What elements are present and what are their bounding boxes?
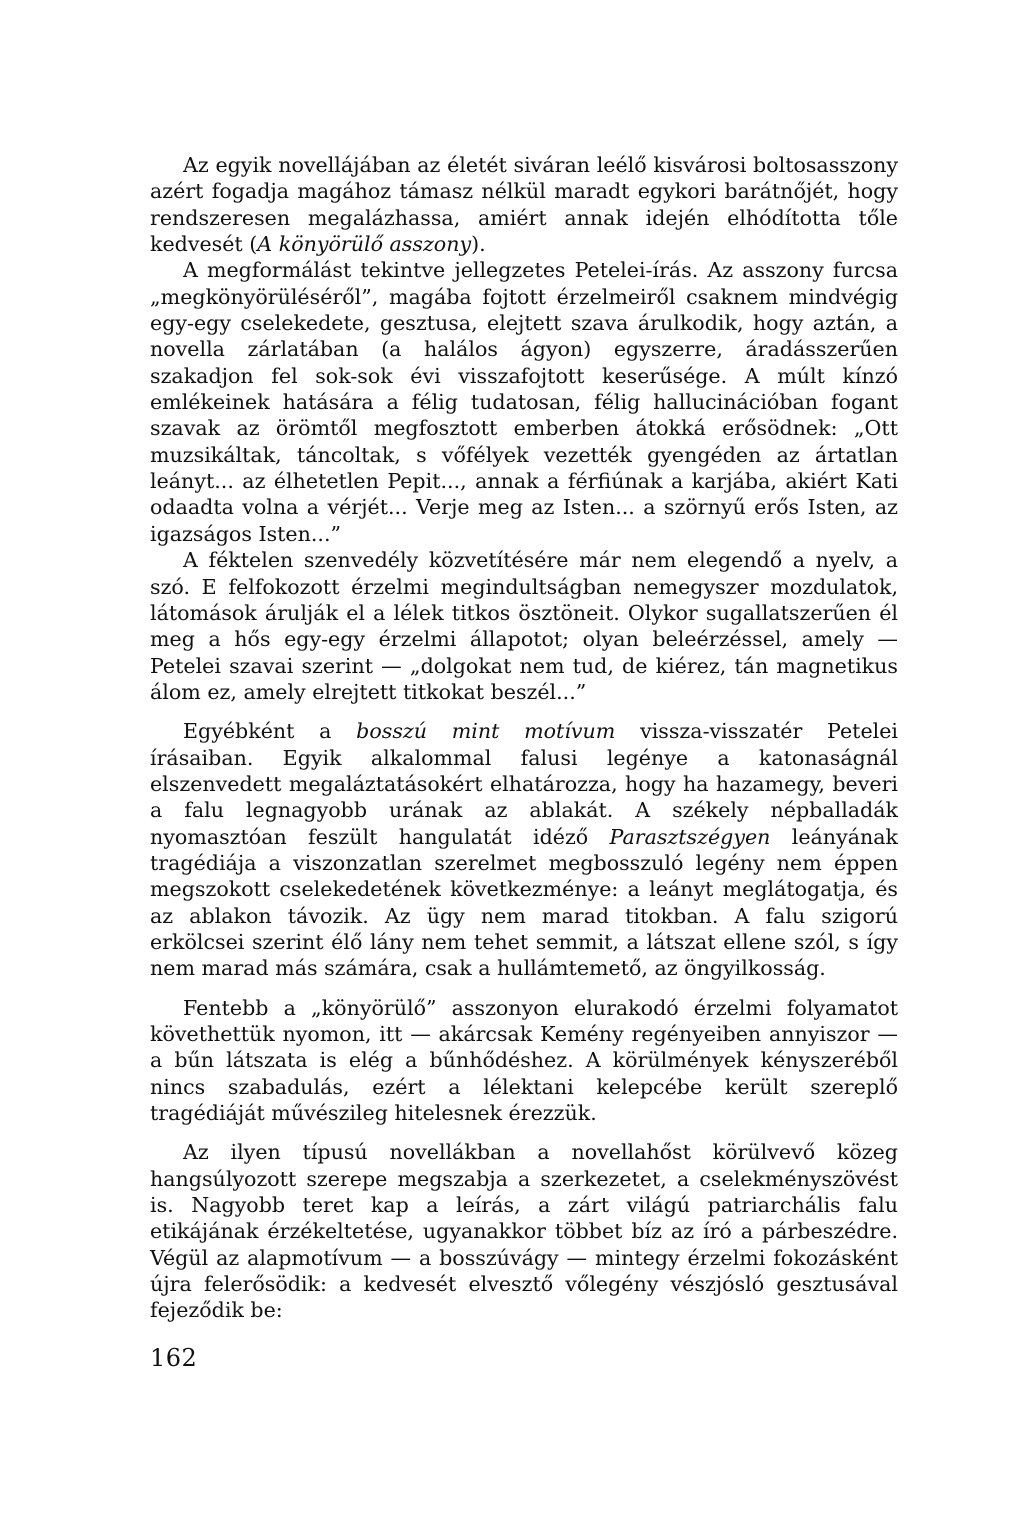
paragraph-5 <box>150 995 898 1127</box>
paragraph-text: Az ilyen típusú novellákban a novellahőst körülvevő közeg hangsúlyozott szerepe megszabja a szerkezetet, a cselekményszövést is. Nagyobb teret kap a leírás, a zárt világú patriarchális falu etikájának érzékeltetése, ugyanakkor többet bíz az író a párbeszédre. Végül az alapmotívum — a bosszúvágy — mintegy érzelmi fokozásként újra felerősödik: a kedvesét elvesztő vőlegény vészjósló gesztusával fejeződik be: <box>150 1140 898 1323</box>
page-number: 162 <box>150 1344 198 1372</box>
paragraph-text: Fentebb a „könyörülő” asszonyon elurakodó érzelmi folyamatot követhettük nyomon, itt — akárcsak Kemény regényeiben annyiszor — a bűn látszata is elég a bűnhődéshez. A körülmények kényszeréből nincs szabadulás, ezért a lélektani kelepcébe került szereplő tragédiáját művészileg hitelesnek érezzük. <box>150 995 898 1126</box>
paragraph-text: A féktelen szenvedély közvetítésére már nem elegendő a nyelv, a szó. E felfokozott érzelmi megindultságban nemegyszer mozdulatok, látomások árulják el a lélek titkos ösztöneit. Olykor sugallatszerűen él meg a hős egy-egy érzelmi állapotot; olyan beleérzéssel, amely — Petelei szavai szerint — „dolgokat nem tud, de kiérez, tán magnetikus álom ez, amely elrejtett titkokat beszél...” <box>150 548 898 704</box>
paragraph-1 <box>150 152 898 257</box>
book-title-italic: A könyörülő asszony <box>257 232 472 257</box>
emphasis-italic: bosszú mint motívum <box>356 719 616 744</box>
paragraph-text: Az egyik novellájában az életét siváran leélő kisvárosi boltosasszony azért fogadja magához támasz nélkül maradt egykori barátnőjét, hogy rendszeresen megalázhassa, amiért annak idején elhódította tőle kedvesét ( <box>150 153 898 257</box>
paragraph-4 <box>150 718 898 981</box>
paragraph-text: vissza-visszatér Petelei írásaiban. Egyik alkalommal falusi legénye a katonaságnál elszenvedett megaláztatásokért elhatározza, hogy ha hazamegy, beveri a falu legnagyobb urának az ablakát. A székely népballadák nyomasztóan feszült hangulatát idéző <box>150 719 898 849</box>
paragraph-2 <box>150 257 898 547</box>
paragraph-text: Egyébként a <box>183 719 357 744</box>
book-title-italic: Parasztszégyen <box>609 824 771 849</box>
paragraph-text: A megformálást tekintve jellegzetes Petelei-írás. Az asszony furcsa „megkönyörüléséről”, magába fojtott érzelmeiről csaknem mindvégig egy-egy cselekedete, gesztusa, elejtett szava árulkodik, hogy aztán, a novella zárlatában (a halálos ágyon) egyszerre, áradásszerűen szakadjon fel sok-sok évi visszafojtott keserűsége. A múlt kínzó emlékeinek hatására a félig tudatosan, félig hallucinációban fogant szavak az örömtől megfosztott emberben átokká erősödnek: „Ott muzsikáltak, táncoltak, s vőfélyek vezették gyengéden az ártatlan leányt... az élhetetlen Pepit..., annak a férfiúnak a karjába, akiért Kati odaadta volna a vérjét... Verje meg az Isten... a szörnyű erős Isten, az igazságos Isten...” <box>150 258 898 546</box>
paragraph-text: ). <box>471 232 486 257</box>
paragraph-text: leányának tragédiája a viszonzatlan szerelmet megbosszuló legény nem éppen megszokott cselekedetének következménye: a leányt meglátogatja, és az ablakon távozik. Az ügy nem marad titokban. A falu szigorú erkölcsei szerint élő lány nem tehet semmit, a látszat ellene szól, s így nem marad más számára, csak a hullámtemető, az öngyilkosság. <box>150 824 899 981</box>
document-body <box>150 152 898 1324</box>
paragraph-3 <box>150 547 898 705</box>
paragraph-6 <box>150 1139 898 1323</box>
